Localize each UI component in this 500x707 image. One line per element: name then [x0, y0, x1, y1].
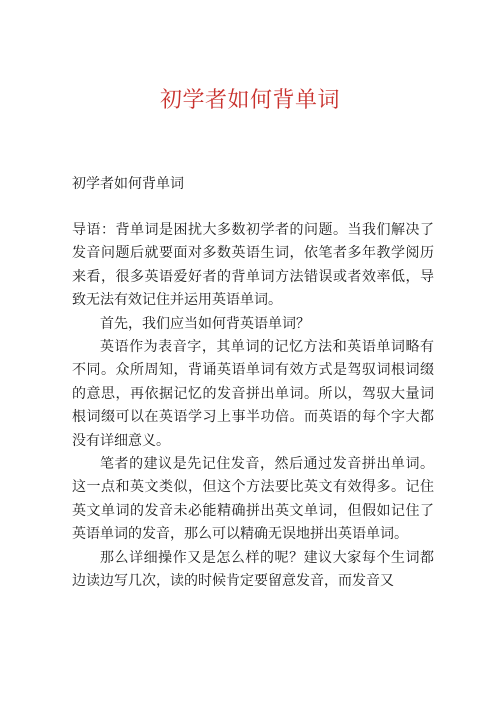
paragraph-question: 首先，我们应当如何背英语单词？	[100, 315, 310, 332]
paragraph-practice: 那么详细操作又是怎么样的呢？建议大家每个生词都边读边写几次，读的时候肯定要留意发音，而发音又	[72, 549, 434, 590]
document-title: 初学者如何背单词	[159, 88, 340, 113]
document-subtitle: 初学者如何背单词	[72, 176, 184, 192]
paragraph-suggestion: 笔者的建议是先记住发音，然后通过发音拼出单词。这一点和英文类似，但这个方法要比英文有效得多。记住英文单词的发音未必能精确拼出英文单词，但假如记住了英语单词的发音，那么可以精确无误地拼出英语单词。	[72, 456, 434, 543]
document-body	[72, 219, 434, 594]
paragraph-method: 英语作为表音字，其单词的记忆方法和英语单词略有不同。众所周知，背诵英语单词有效方式是驾驭词根词缀的意思，再依据记忆的发音拼出单词。所以，驾驭大量词根词缀可以在英语学习上事半功倍。而英语的每个字大都没有详细意义。	[72, 339, 434, 449]
paragraph-intro: 导语：背单词是困扰大多数初学者的问题。当我们解决了发音问题后就要面对多数英语生词，依笔者多年教学阅历来看，很多英语爱好者的背单词方法错误或者效率低，导致无法有效记住并运用英语单词。	[72, 222, 434, 309]
